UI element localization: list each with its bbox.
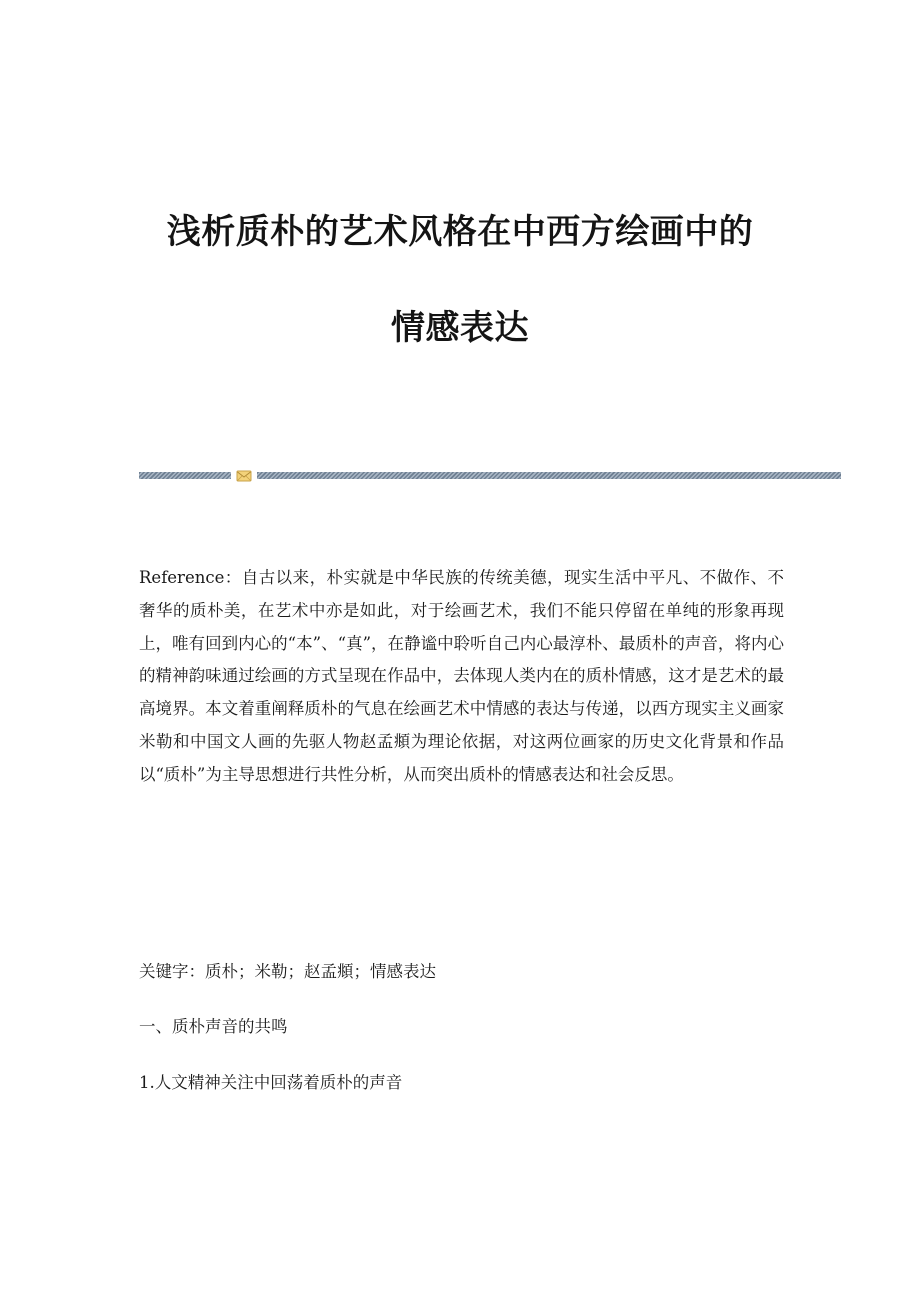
title-divider — [139, 468, 841, 482]
abstract-text: 自古以来，朴实就是中华民族的传统美德，现实生活中平凡、不做作、不奢华的质朴美，在艺术中亦是如此，对于绘画艺术，我们不能只停留在单纯的形象再现上，唯有回到内心的“本”、“真”，在静谧中聆听自己内心最淳朴、最质朴的声音，将内心的精神韵味通过绘画的方式呈现在作品中，去体现人类内在的质朴情感，这才是艺术的最高境界。本文着重阐释质朴的气息在绘画艺术中情感的表达与传递，以西方现实主义画家米勒和中国文人画的先驱人物赵孟頫为理论依据，对这两位画家的历史文化背景和作品以“质朴”为主导思想进行共性分析，从而突出质朴的情感表达和社会反思。 — [139, 568, 784, 784]
page-title-line-2: 情感表达 — [391, 308, 529, 348]
envelope-ornament-icon — [236, 468, 252, 482]
page-title-line-1: 浅析质朴的艺术风格在中西方绘画中的 — [166, 212, 754, 252]
title-block — [0, 212, 920, 348]
section-heading: 一、质朴声音的共鸣 — [139, 1017, 288, 1036]
keywords-line: 关键字：质朴；米勒；赵孟頫；情感表达 — [139, 962, 436, 981]
divider-bar-right — [257, 472, 841, 479]
abstract-paragraph — [139, 562, 784, 792]
divider-bar-left — [139, 472, 231, 479]
abstract-label: Reference： — [139, 568, 242, 587]
subsection-heading: 1.人文精神关注中回荡着质朴的声音 — [139, 1073, 403, 1092]
